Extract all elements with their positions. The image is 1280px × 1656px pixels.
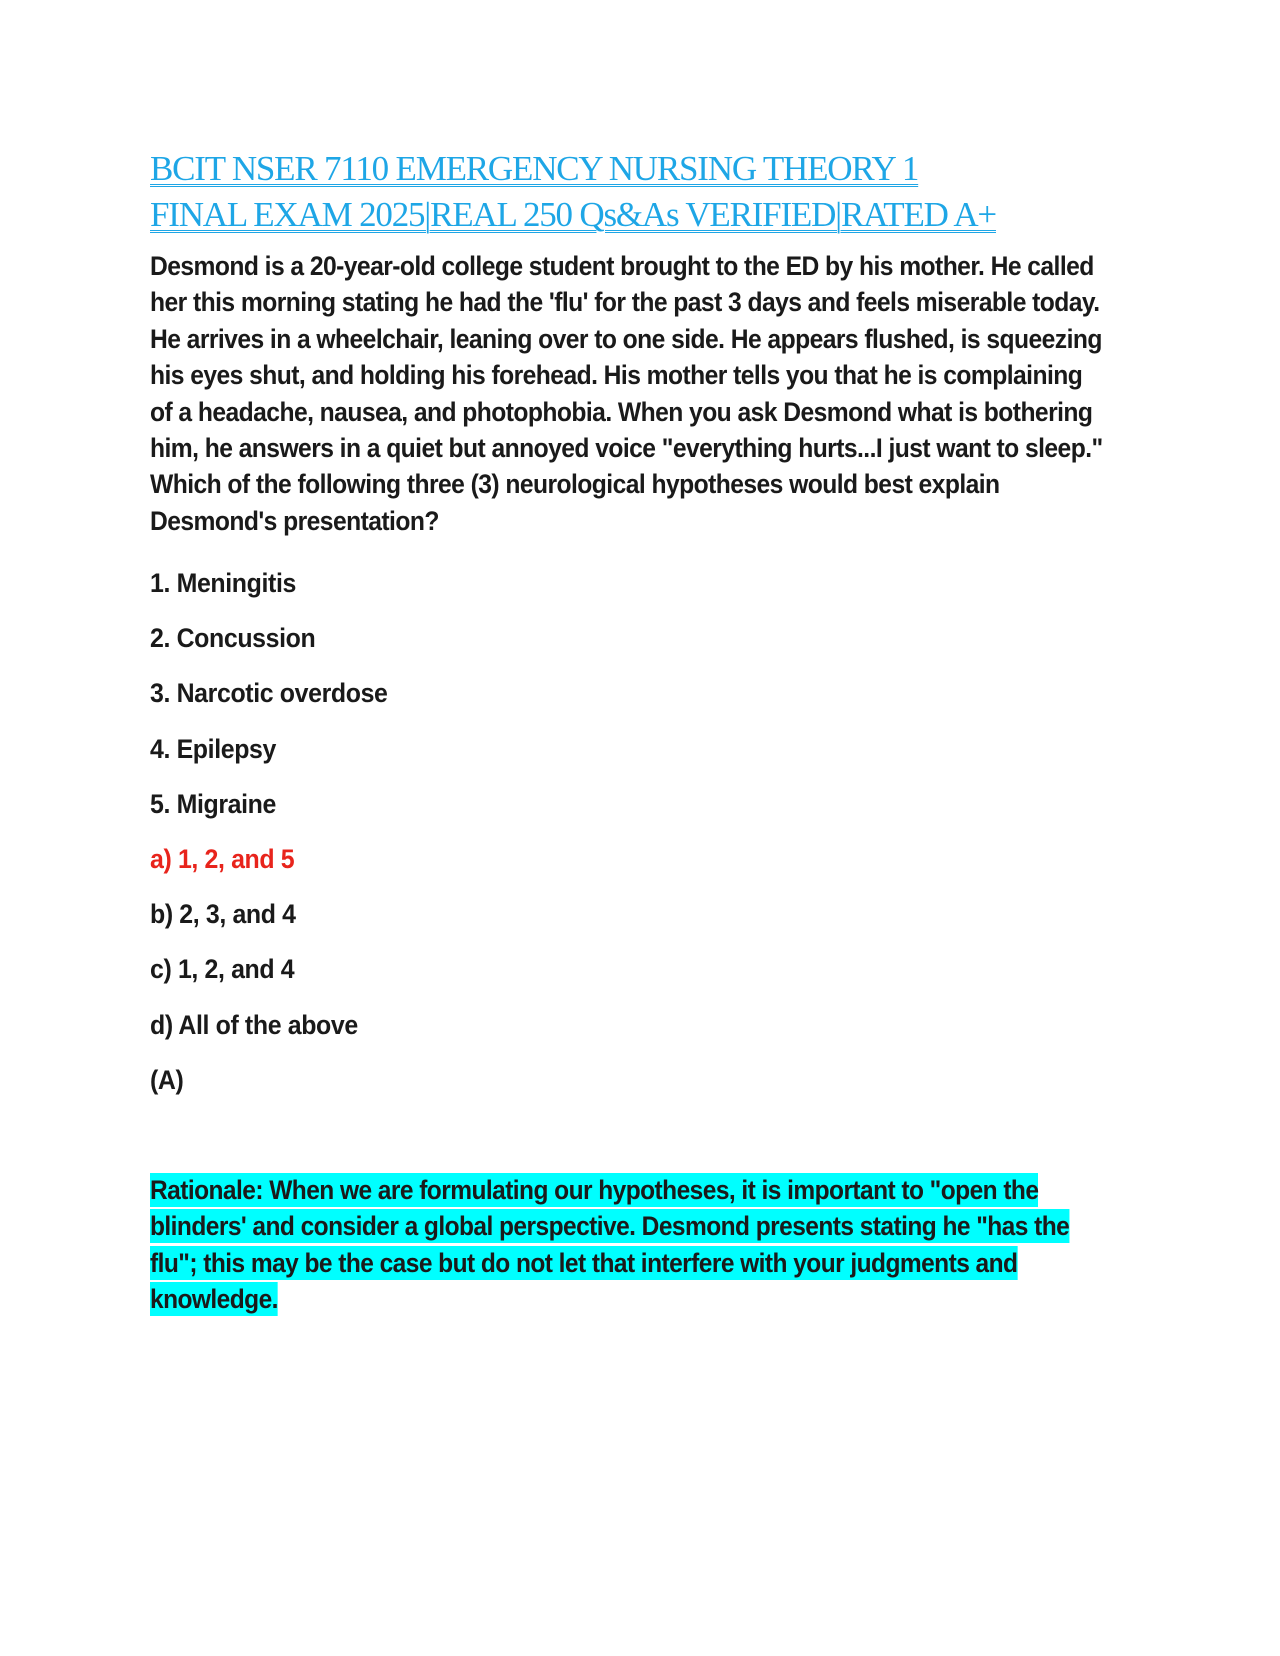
hypothesis-item: 1. Meningitis (150, 568, 296, 598)
rationale-text: Rationale: When we are formulating our hypotheses, it is important to "open the blinders' and consider a global perspective. Desmond presents stating he "has the flu"; this may be the case but do not let that interfere with your judgments and knowledge. (150, 1175, 1070, 1315)
answer-choice: c) 1, 2, and 4 (150, 954, 295, 984)
document-title (150, 146, 1130, 238)
answer-choice: d) All of the above (150, 1010, 358, 1040)
answer-choice-correct: a) 1, 2, and 5 (150, 844, 295, 874)
title-line-1: BCIT NSER 7110 EMERGENCY NURSING THEORY 1 (150, 149, 919, 188)
question-text (150, 248, 1108, 539)
hypothesis-item: 2. Concussion (150, 623, 316, 653)
question-prompt: Which of the following three (3) neurological hypotheses would best explain Desmond's presentation? (150, 469, 1000, 536)
hypothesis-item: 3. Narcotic overdose (150, 678, 388, 708)
answer-choice: b) 2, 3, and 4 (150, 899, 296, 929)
hypothesis-item: 4. Epilepsy (150, 734, 277, 764)
rationale-block (150, 1172, 1112, 1318)
title-line-2: FINAL EXAM 2025|REAL 250 Qs&As VERIFIED|RATED A+ (150, 195, 996, 234)
question-stem: Desmond is a 20-year-old college student brought to the ED by his mother. He called her this morning stating he had the 'flu' for the past 3 days and feels miserable today. He arrives in a wheelchair, leaning over to one side. He appears flushed, is squeezing his eyes shut, and holding his forehead. His mother tells you that he is complaining of a headache, nausea, and photophobia. When you ask Desmond what is bothering him, he answers in a quiet but annoyed voice "everything hurts...I just want to sleep." (150, 251, 1103, 464)
answer-key: (A) (150, 1065, 184, 1095)
hypothesis-item: 5. Migraine (150, 789, 276, 819)
